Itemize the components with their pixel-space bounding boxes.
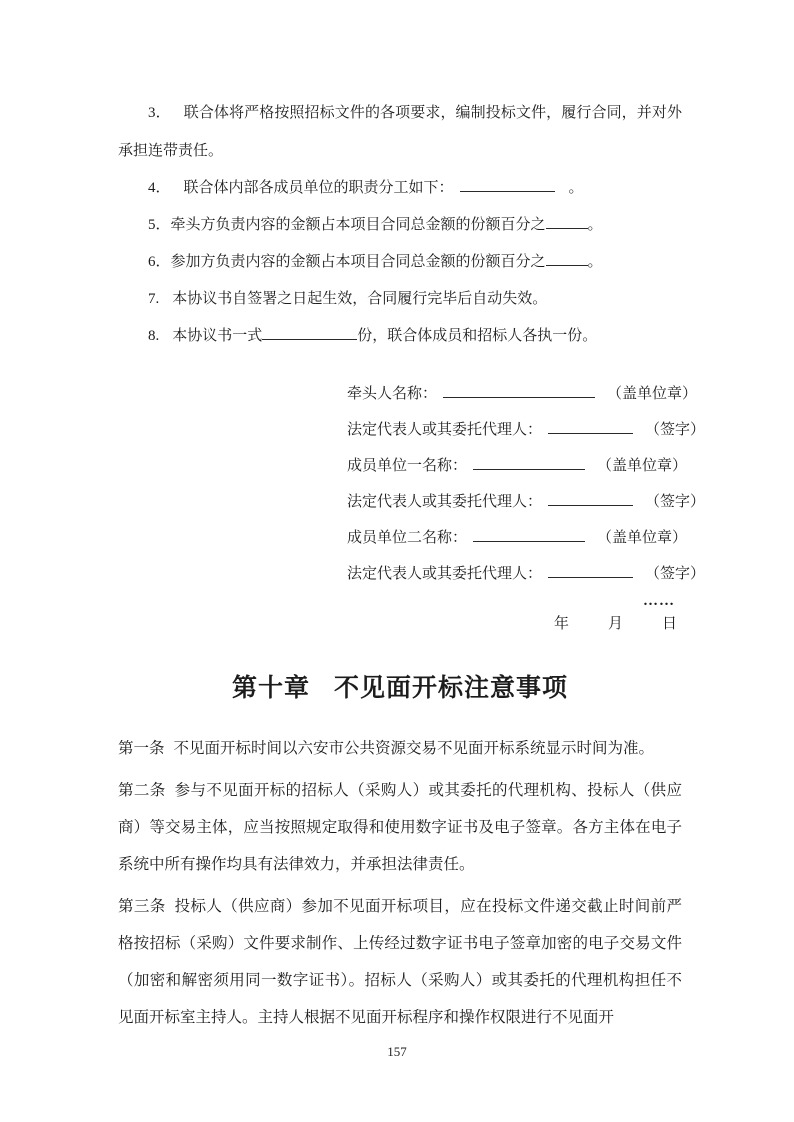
article-paragraph-3 [118, 888, 682, 1036]
item-text: 。 [568, 180, 584, 196]
signature-row [347, 376, 698, 412]
item-text: 份，联合体成员和招标人各执一份。 [357, 328, 598, 344]
signature-suffix: （签字） [645, 422, 706, 438]
page-number: 157 [387, 1044, 407, 1059]
item-text: 牵头方负责内容的金额占本项目合同总金额的份额百分之 [170, 217, 546, 233]
article-paragraph-2 [118, 772, 682, 883]
item-text: 。 [587, 217, 603, 233]
item-number: 7. [148, 291, 160, 307]
blank-underline [460, 176, 555, 192]
item-number: 3． [148, 105, 171, 121]
articles-section [118, 730, 682, 1036]
signature-label: 法定代表人或其委托代理人： [347, 566, 543, 582]
item-text: 联合体内部各成员单位的职责分工如下： [183, 180, 454, 196]
item-number: 6． [148, 254, 171, 270]
page-content [118, 94, 706, 1041]
signature-row [347, 484, 706, 520]
article-text: 投标人（供应商）参加不见面开标项目，应在投标文件递交截止时间前严格按招标（采购）文件要求制作、上传经过数字证书电子签章加密的电子交易文件（加密和解密须用同一数字证书）。招标人（采购人）或其委托的代理机构担任不见面开标室主持人。主持人根据不见面开标程序和操作权限进行不见面开 [118, 898, 682, 1026]
chapter-heading [118, 672, 682, 706]
signature-suffix: （盖单位章） [597, 530, 688, 546]
signature-block [347, 376, 706, 638]
article-text: 不见面开标时间以六安市公共资源交易不见面开标系统显示时间为准。 [173, 740, 655, 757]
blank-underline [546, 213, 588, 229]
signature-suffix: （签字） [645, 566, 706, 582]
chapter-title: 不见面开标注意事项 [334, 675, 569, 702]
signature-label: 成员单位一名称： [347, 458, 468, 474]
item-text: 本协议书自签署之日起生效，合同履行完毕后自动失效。 [172, 291, 548, 307]
item-number: 8. [148, 328, 160, 344]
agreement-item-6 [118, 244, 682, 281]
signature-row [347, 448, 691, 484]
signature-blank-underline [548, 418, 633, 434]
blank-underline [262, 324, 357, 340]
signature-blank-underline [443, 382, 595, 398]
item-text: 。 [587, 254, 603, 270]
signature-suffix: （盖单位章） [607, 386, 698, 402]
agreement-item-3 [118, 94, 682, 170]
signature-row [347, 556, 706, 592]
signature-blank-underline [473, 526, 585, 542]
signature-blank-underline [473, 454, 585, 470]
item-number: 4． [148, 180, 171, 196]
article-text: 参与不见面开标的招标人（采购人）或其委托的代理机构、投标人（供应商）等交易主体，应当按照规定取得和使用数字证书及电子签章。各方主体在电子系统中所有操作均具有法律效力，并承担法律责任。 [118, 782, 682, 873]
agreement-item-8 [118, 318, 682, 355]
signature-blank-underline [548, 562, 633, 578]
signature-label: 法定代表人或其委托代理人： [347, 422, 543, 438]
date-line [347, 610, 691, 638]
blank-underline [546, 250, 588, 266]
item-text: 本协议书一式 [172, 328, 263, 344]
signature-row [347, 520, 691, 556]
article-paragraph-1 [118, 730, 682, 767]
agreement-item-7 [118, 281, 682, 318]
article-label: 第三条 [118, 898, 166, 915]
signature-row [347, 412, 706, 448]
agreement-item-5 [118, 207, 682, 244]
item-number: 5． [148, 217, 171, 233]
article-label: 第二条 [118, 782, 166, 799]
ellipsis: …… [643, 593, 675, 609]
article-label: 第一条 [118, 740, 165, 757]
day-label: 日 [661, 616, 677, 632]
month-label: 月 [607, 616, 623, 632]
item-text: 联合体将严格按照招标文件的各项要求，编制投标文件，履行合同，并对外承担连带责任。 [118, 105, 682, 159]
chapter-number: 第十章 [231, 675, 310, 702]
signature-label: 牵头人名称： [347, 386, 438, 402]
signature-label: 成员单位二名称： [347, 530, 468, 546]
year-label: 年 [553, 616, 569, 632]
signature-blank-underline [548, 490, 633, 506]
item-text: 参加方负责内容的金额占本项目合同总金额的份额百分之 [170, 254, 546, 270]
agreement-item-4 [118, 170, 682, 207]
signature-suffix: （盖单位章） [597, 458, 688, 474]
signature-label: 法定代表人或其委托代理人： [347, 494, 543, 510]
signature-suffix: （签字） [645, 494, 706, 510]
